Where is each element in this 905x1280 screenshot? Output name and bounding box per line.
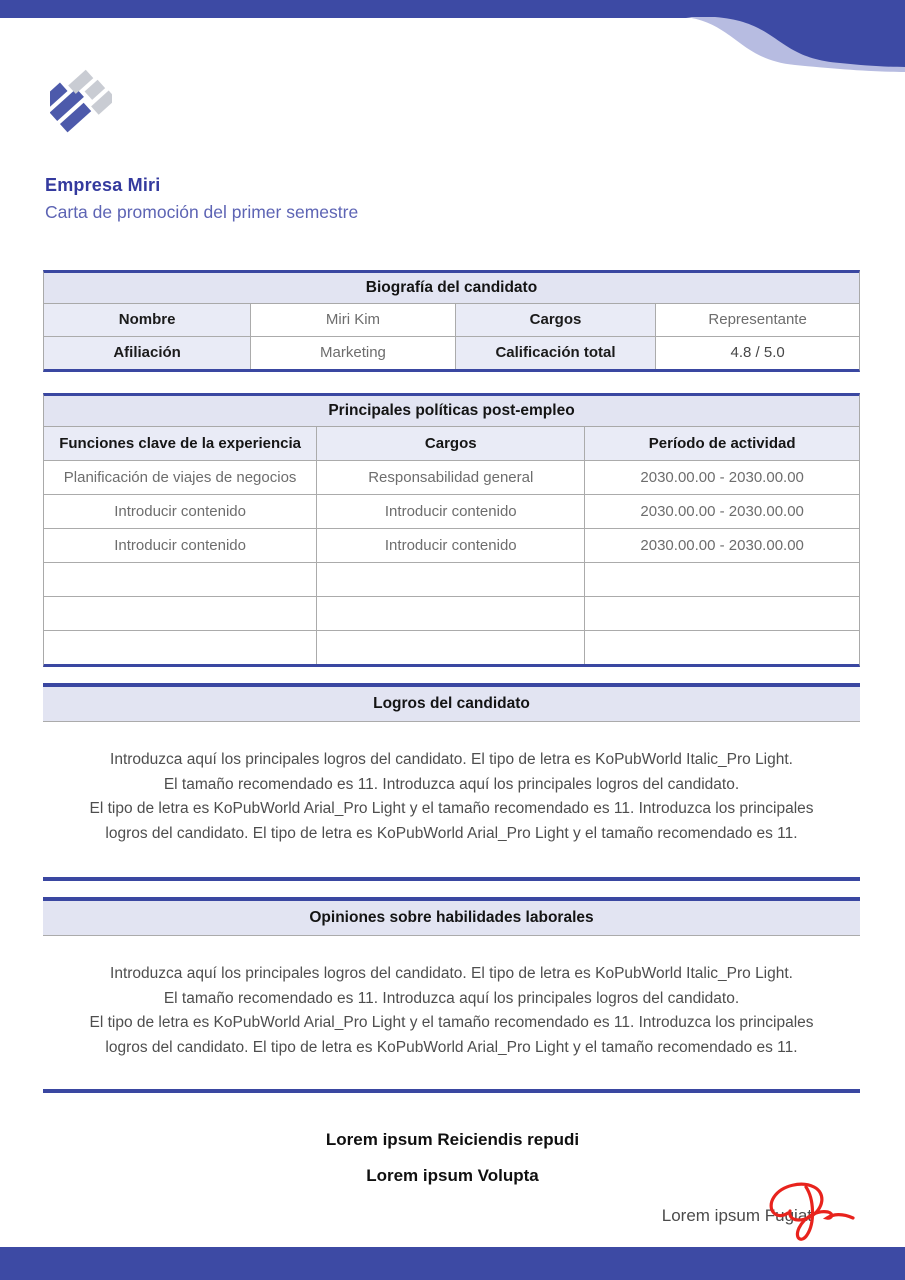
policy-cell: Introducir contenido: [114, 503, 246, 520]
table-row-empty: [44, 596, 859, 630]
bio-label-cargos: Cargos: [455, 304, 655, 336]
policy-cell: [316, 631, 584, 664]
section-body-opiniones: [43, 962, 860, 1060]
paragraph-line: Introduzca aquí los principales logros del candidato. El tipo de letra es KoPubWorld Italic_Pro Light.: [110, 965, 793, 982]
signoff-name: Lorem ipsum Fugiat: [661, 1206, 812, 1225]
section-title-opiniones: Opiniones sobre habilidades laborales: [43, 897, 860, 936]
policies-table-title: Principales políticas post-empleo: [44, 396, 859, 427]
table-row: [44, 304, 859, 336]
policy-cell: [316, 597, 584, 630]
bio-label-calificacion: Calificación total: [455, 337, 655, 369]
paragraph-line: El tamaño recomendado es 11. Introduzca aquí los principales logros del candidato.: [163, 775, 740, 793]
policy-cell: Planificación de viajes de negocios: [63, 469, 297, 486]
policy-cell: 2030.00.00 - 2030.00.00: [584, 529, 859, 562]
table-row-empty: [44, 562, 859, 596]
document-title-block: [45, 175, 358, 223]
policy-cell: Introducir contenido: [114, 537, 246, 554]
col-header-periodo: Período de actividad: [584, 427, 859, 460]
table-row: [44, 336, 859, 369]
table-row-empty: [44, 630, 859, 664]
policy-cell: 2030.00.00 - 2030.00.00: [584, 495, 859, 528]
policy-cell: [584, 631, 859, 664]
section-divider: [43, 877, 860, 881]
company-logo-icon: [50, 66, 112, 140]
policy-cell: [44, 563, 316, 596]
col-header-cargos: Cargos: [316, 427, 584, 460]
policy-cell: [44, 597, 316, 630]
paragraph-line: logros del candidato. El tipo de letra es KoPubWorld Arial_Pro Light y el tamaño recomendado es 11.: [105, 1038, 798, 1056]
bio-table: [43, 270, 860, 372]
paragraph-line: logros del candidato. El tipo de letra es KoPubWorld Arial_Pro Light y el tamaño recomendado es 11.: [105, 824, 798, 842]
table-row: [44, 494, 859, 528]
policy-cell: [584, 597, 859, 630]
bio-value-nombre: Miri Kim: [250, 304, 455, 336]
policy-cell: [44, 631, 316, 664]
bio-table-title: Biografía del candidato: [44, 273, 859, 304]
bio-value-cargos: Representante: [655, 304, 859, 336]
closing-line-1: Lorem ipsum Reiciendis repudi: [325, 1130, 580, 1149]
closing-line-2: Lorem ipsum Volupta: [366, 1166, 539, 1185]
bio-label-nombre: Nombre: [44, 304, 250, 336]
bio-label-afiliacion: Afiliación: [44, 337, 250, 369]
paragraph-line: El tipo de letra es KoPubWorld Arial_Pro Light y el tamaño recomendado es 11. Introduzca los principales: [89, 800, 814, 818]
policy-cell: [316, 563, 584, 596]
signature-scribble: [762, 1181, 858, 1247]
table-row: [44, 460, 859, 494]
header-swoosh-graphic: [645, 0, 905, 80]
document-subtitle: Carta de promoción del primer semestre: [45, 202, 359, 222]
bottom-accent-bar: [0, 1247, 905, 1280]
policies-table: [43, 393, 860, 667]
paragraph-line: El tipo de letra es KoPubWorld Arial_Pro Light y el tamaño recomendado es 11. Introduzca los principales: [89, 1014, 814, 1032]
section-title-logros: Logros del candidato: [43, 683, 860, 722]
policy-cell: Introducir contenido: [316, 495, 584, 528]
bio-value-afiliacion: Marketing: [250, 337, 455, 369]
bio-value-calificacion: 4.8 / 5.0: [655, 337, 859, 369]
policy-cell: [584, 563, 859, 596]
section-body-logros: [43, 748, 860, 846]
table-row: [44, 528, 859, 562]
col-header-funciones: Funciones clave de la experiencia: [44, 427, 316, 460]
policy-cell: Responsabilidad general: [316, 461, 584, 494]
company-name: Empresa Miri: [45, 175, 161, 195]
policy-cell: Introducir contenido: [316, 529, 584, 562]
table-header-row: [44, 427, 859, 460]
policy-cell: 2030.00.00 - 2030.00.00: [584, 461, 859, 494]
paragraph-line: Introduzca aquí los principales logros del candidato. El tipo de letra es KoPubWorld Italic_Pro Light.: [110, 751, 793, 768]
paragraph-line: El tamaño recomendado es 11. Introduzca aquí los principales logros del candidato.: [163, 989, 740, 1007]
section-divider: [43, 1089, 860, 1093]
